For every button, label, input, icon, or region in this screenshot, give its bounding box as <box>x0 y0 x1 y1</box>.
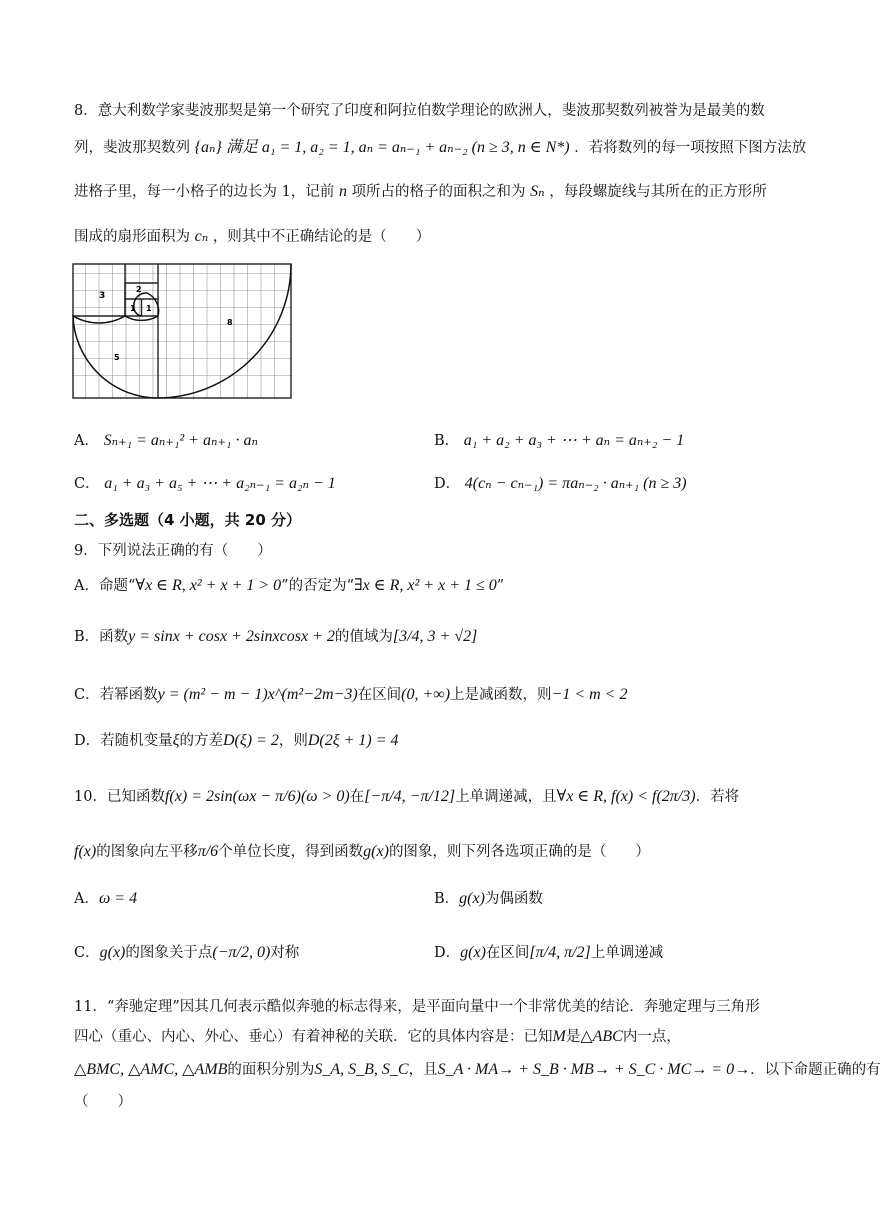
q10-text: 10．已知函数 <box>74 789 165 805</box>
q9-option-c[interactable] <box>74 683 627 704</box>
q11-text: 内一点， <box>622 1029 681 1045</box>
q9-option-a[interactable] <box>74 574 504 595</box>
figure-label-3: 3 <box>99 291 106 301</box>
option-formula: 4(cₙ − cₙ₋₁) = πaₙ₋₂ · aₙ₊₁ (n ≥ 3) <box>464 475 687 492</box>
q11-text: ．以下命题正确的有 <box>750 1062 881 1078</box>
option-formula: ω = 4 <box>98 890 138 907</box>
option-label: D． <box>434 476 461 492</box>
q10-line2 <box>74 840 650 861</box>
q11-triangle: △ABC <box>580 1028 623 1045</box>
q10-text: 在 <box>349 789 365 805</box>
figure-label-5: 5 <box>114 353 120 362</box>
option-formula: Sₙ₊₁ = aₙ₊₁² + aₙ₊₁ · aₙ <box>103 432 258 449</box>
q10-gx: g(x) <box>363 843 389 860</box>
q11-text: 四心（重心、内心、外心、垂心）有着神秘的关联．它的具体内容是：已知 <box>74 1029 553 1045</box>
option-formula: [π/4, π/2] <box>529 944 591 961</box>
option-text: 在区间 <box>485 945 530 961</box>
option-formula: (0, +∞) <box>401 686 451 703</box>
q8-line3-text-a: 进格子里，每一小格子的边长为 1，记前 <box>74 184 335 200</box>
option-text: 的值域为 <box>334 629 393 645</box>
option-label: B． <box>434 891 460 907</box>
option-formula: g(x) <box>459 890 485 907</box>
option-formula: y = (m² − m − 1)x^(m²−2m−3) <box>157 686 358 703</box>
q8-line3-text-b: 项所占的格子的面积之和为 <box>351 184 526 200</box>
q10-option-d[interactable] <box>434 941 663 962</box>
option-formula: ∀x ∈ R, x² + x + 1 > 0 <box>135 577 282 594</box>
q10-text: 个单位长度，得到函数 <box>218 844 364 860</box>
option-formula: ξ <box>172 732 180 749</box>
q8-line2-text-a: 列，斐波那契数列 <box>74 140 190 156</box>
option-text: 的图象关于点 <box>125 945 213 961</box>
option-label: D． <box>434 945 461 961</box>
q10-function-formula: f(x) = 2sin(ωx − π/6)(ω > 0) <box>164 788 350 805</box>
figure-label-1a: 1 <box>130 304 136 313</box>
q10-interval: [−π/4, −π/12] <box>364 788 456 805</box>
q8-option-a[interactable] <box>74 429 258 450</box>
q10-text: 的图象，则下列各选项正确的是（ ） <box>388 844 650 860</box>
option-text: ” <box>496 578 505 594</box>
option-formula: D(ξ) = 2 <box>223 732 279 749</box>
q11-line1: 11．“奔驰定理”因其几何表示酷似奔驰的标志得来，是平面向量中一个非常优美的结论．奔驰定理与三角形 <box>74 999 760 1015</box>
option-formula: ∃x ∈ R, x² + x + 1 ≤ 0 <box>354 577 497 594</box>
q11-text: 的面积分别为 <box>227 1062 315 1078</box>
q8-line3-text-c: ，每段螺旋线与其所在的正方形所 <box>549 184 767 200</box>
q10-option-b[interactable] <box>434 887 543 908</box>
q8-line1: 8．意大利数学家斐波那契是第一个研究了印度和阿拉伯数学理论的欧洲人，斐波那契数列被誉为是最美的数 <box>74 103 765 119</box>
option-text: 的方差 <box>179 733 223 749</box>
q9-option-d[interactable] <box>74 729 399 750</box>
option-label: C． <box>74 687 100 703</box>
option-label: D． <box>74 733 101 749</box>
option-formula: (−π/2, 0) <box>212 944 271 961</box>
q11-triangles: △BMC, △AMC, △AMB <box>74 1061 228 1078</box>
q10-line1 <box>74 785 739 806</box>
q11-text: 是 <box>565 1029 581 1045</box>
option-label: B． <box>434 433 460 449</box>
q11-line2 <box>74 1025 681 1046</box>
option-text: 若随机变量 <box>100 733 173 749</box>
option-text: 上单调递减 <box>590 945 664 961</box>
option-formula: g(x) <box>99 944 126 961</box>
option-text: ，则 <box>278 733 308 749</box>
option-text: 上是减函数，则 <box>450 687 552 703</box>
section-heading-multiple-choice: 二、多选题（4 小题，共 20 分） <box>74 511 301 529</box>
option-label: C． <box>74 945 100 961</box>
option-formula: D(2ξ + 1) = 4 <box>307 732 399 749</box>
option-text: 在区间 <box>357 687 402 703</box>
q11-line3 <box>74 1058 881 1079</box>
q9-option-b[interactable] <box>74 625 477 646</box>
q10-option-a[interactable] <box>74 887 137 908</box>
q10-shift: π/6 <box>197 843 219 860</box>
q8-line4-text-b: ，则其中不正确结论的是（ ） <box>212 229 431 245</box>
option-formula: g(x) <box>460 944 486 961</box>
q8-line3 <box>74 180 767 201</box>
figure-label-1b: 1 <box>146 304 152 313</box>
q8-option-c[interactable] <box>74 472 336 493</box>
option-label: C． <box>74 476 100 492</box>
q10-text: ．若将 <box>695 789 740 805</box>
option-text: 函数 <box>99 629 129 645</box>
q8-option-d[interactable] <box>434 472 687 493</box>
option-text: 若幂函数 <box>99 687 158 703</box>
q11-text: ，且 <box>408 1062 438 1078</box>
option-text: ”的否定为“ <box>281 578 354 594</box>
q10-option-c[interactable] <box>74 941 299 962</box>
q11-vector-equation: S_A · MA→ + S_B · MB→ + S_C · MC→ = 0→ <box>437 1061 751 1078</box>
q8-var-cn: cₙ <box>194 228 209 245</box>
figure-label-8: 8 <box>227 318 233 327</box>
option-label: A． <box>74 578 99 594</box>
q11-var-m: M <box>552 1028 566 1045</box>
q8-recurrence-formula: {aₙ} 满足 a₁ = 1, a₂ = 1, aₙ = aₙ₋₁ + aₙ₋₂ (n ≥ 3, n ∈ N*) <box>194 139 570 156</box>
option-text: 命题“ <box>98 578 136 594</box>
q11-line4: （ ） <box>74 1094 132 1110</box>
option-text: 为偶函数 <box>484 891 543 907</box>
q8-var-sn: Sₙ <box>530 183 545 200</box>
q10-text: 的图象向左平移 <box>96 844 198 860</box>
fibonacci-spiral-figure <box>72 263 294 403</box>
figure-squares <box>73 264 291 398</box>
q8-line4-text-a: 围成的扇形面积为 <box>74 229 190 245</box>
q8-var-n: n <box>338 183 347 200</box>
figure-label-2: 2 <box>136 285 142 294</box>
q8-line2 <box>74 134 806 157</box>
q10-fx: f(x) <box>74 843 97 860</box>
q9-stem: 9．下列说法正确的有（ ） <box>74 543 272 559</box>
spiral-curve <box>73 264 291 398</box>
option-formula: a₁ + a₂ + a₃ + ⋯ + aₙ = aₙ₊₂ − 1 <box>463 432 685 449</box>
option-label: A． <box>74 891 99 907</box>
q8-option-b[interactable] <box>434 429 684 450</box>
option-label: B． <box>74 629 100 645</box>
option-formula: a₁ + a₃ + a₅ + ⋯ + a₂ₙ₋₁ = a₂ₙ − 1 <box>104 475 336 492</box>
option-formula: [3/4, 3 + √2] <box>392 628 478 645</box>
option-formula: −1 < m < 2 <box>551 686 628 703</box>
q11-areas: S_A, S_B, S_C <box>314 1061 409 1078</box>
option-label: A． <box>74 433 99 449</box>
q10-text: 上单调递减，且 <box>455 789 557 805</box>
q8-line2-text-b: ．若将数列的每一项按照下图方法放 <box>574 140 807 156</box>
q10-condition: ∀x ∈ R, f(x) < f(2π/3) <box>556 788 696 805</box>
q8-line4 <box>74 225 430 246</box>
option-formula: y = sinx + cosx + 2sinxcosx + 2 <box>128 628 335 645</box>
option-text: 对称 <box>270 945 300 961</box>
